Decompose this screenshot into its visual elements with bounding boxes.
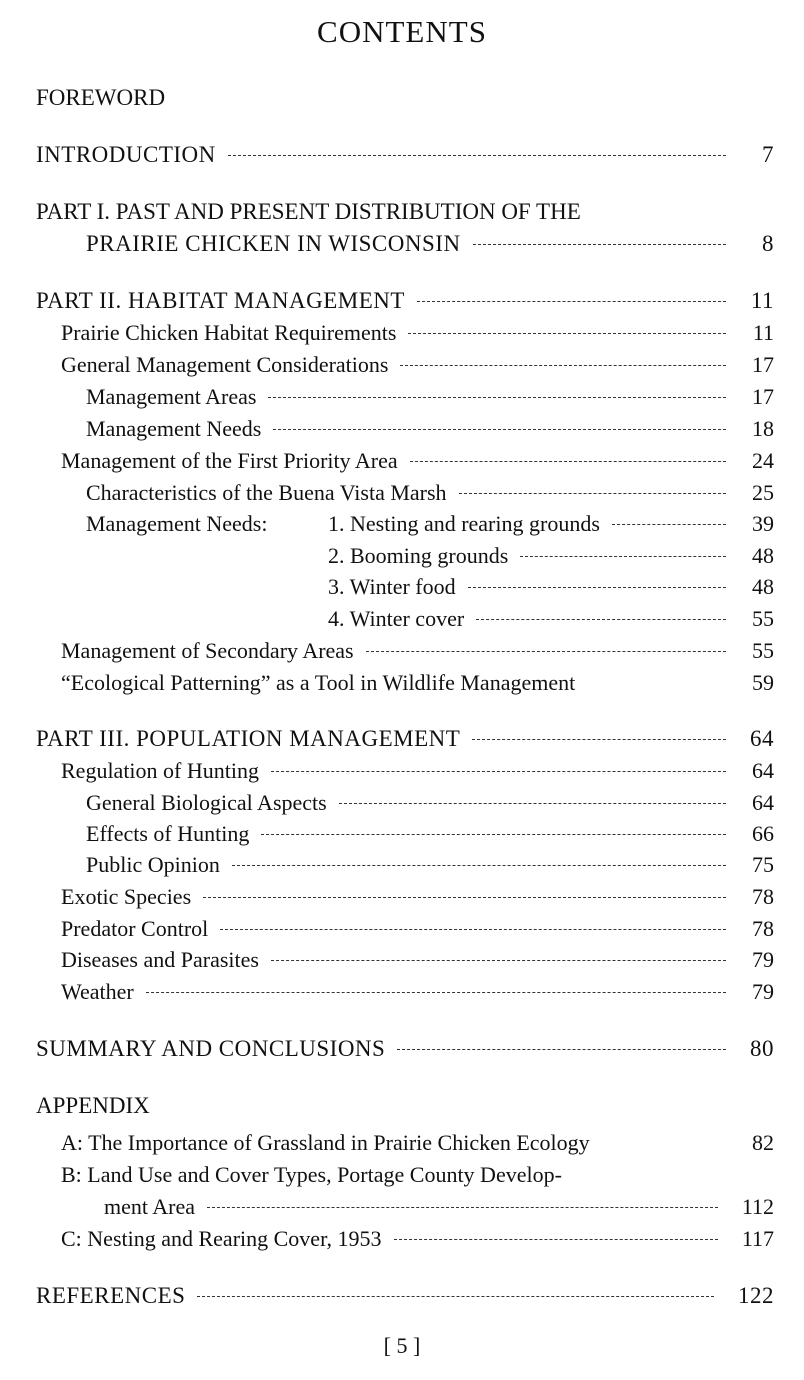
- toc-entry-label: REFERENCES: [36, 1283, 186, 1308]
- part1-heading-line1: PART I. PAST AND PRESENT DISTRIBUTION OF THE: [36, 199, 581, 224]
- toc-page-number: 17: [752, 352, 774, 377]
- toc-entry-booming-grounds[interactable]: [328, 542, 774, 570]
- dot-leader: [408, 333, 726, 334]
- page-title: CONTENTS: [317, 14, 487, 49]
- toc-entry-secondary-areas[interactable]: [61, 637, 774, 665]
- toc-entry-label: Exotic Species: [61, 884, 192, 909]
- toc-entry-weather[interactable]: [61, 978, 774, 1006]
- toc-entry-label: 2. Booming grounds: [328, 543, 509, 568]
- toc-page-number: 59: [752, 670, 774, 695]
- dot-leader: [520, 556, 726, 557]
- toc-page-number: 11: [750, 288, 774, 313]
- dot-leader: [271, 771, 726, 772]
- toc-page-number: 25: [752, 480, 774, 505]
- appendix-heading: APPENDIX: [36, 1093, 150, 1118]
- toc-entry-label: SUMMARY AND CONCLUSIONS: [36, 1036, 386, 1061]
- toc-entry-label: Effects of Hunting: [86, 821, 250, 846]
- toc-page-number: 78: [752, 916, 774, 941]
- toc-page-number: 55: [752, 638, 774, 663]
- toc-entry-winter-cover[interactable]: [328, 605, 774, 633]
- toc-entry-ecological-patterning[interactable]: [61, 669, 774, 697]
- dot-leader: [366, 651, 726, 652]
- toc-entry-effects-hunting[interactable]: [86, 820, 774, 848]
- toc-entry-label: C: Nesting and Rearing Cover, 1953: [61, 1226, 382, 1251]
- toc-entry-label: Characteristics of the Buena Vista Marsh: [86, 480, 447, 505]
- dot-leader: [261, 834, 726, 835]
- toc-entry-part3[interactable]: [36, 725, 774, 753]
- dot-leader: [473, 244, 726, 245]
- toc-entry-label: PRAIRIE CHICKEN IN WISCONSIN: [86, 231, 461, 256]
- dot-leader: [220, 929, 726, 930]
- dot-leader: [476, 619, 726, 620]
- dot-leader: [394, 1239, 718, 1240]
- dot-leader: [410, 461, 726, 462]
- toc-entry-label: 4. Winter cover: [328, 606, 465, 631]
- toc-entry-appendix-b[interactable]: [104, 1193, 774, 1221]
- toc-entry-references[interactable]: [36, 1282, 774, 1310]
- dot-leader: [612, 524, 726, 525]
- dot-leader: [146, 992, 726, 993]
- page-number: [ 5 ]: [383, 1333, 421, 1358]
- toc-entry-label: Management of Secondary Areas: [61, 638, 354, 663]
- dot-leader: [339, 803, 726, 804]
- toc-entry-biological-aspects[interactable]: [86, 789, 774, 817]
- toc-entry-management-needs[interactable]: [86, 415, 774, 443]
- toc-page-number: 117: [741, 1226, 774, 1251]
- dot-leader: [197, 1296, 714, 1297]
- toc-entry-exotic-species[interactable]: [61, 883, 774, 911]
- toc-page-number: 55: [752, 606, 774, 631]
- dot-leader: [397, 1049, 726, 1050]
- appendix-b-line1: B: Land Use and Cover Types, Portage County Develop-: [61, 1162, 562, 1187]
- toc-entry-label: Prairie Chicken Habitat Requirements: [61, 320, 397, 345]
- toc-page-number: 48: [752, 543, 774, 568]
- dot-leader: [400, 365, 726, 366]
- toc-page-number: 80: [750, 1036, 774, 1061]
- toc-page-number: 8: [762, 231, 774, 256]
- toc-entry-introduction[interactable]: [36, 141, 774, 169]
- toc-entry-label: PART III. POPULATION MANAGEMENT: [36, 726, 461, 751]
- toc-entry-buena-vista-marsh[interactable]: [86, 479, 774, 507]
- toc-page-number: 82: [752, 1130, 774, 1155]
- toc-page-number: 7: [762, 142, 774, 167]
- toc-entry-summary[interactable]: [36, 1035, 774, 1063]
- toc-page-number: 64: [750, 726, 774, 751]
- toc-entry-label: Management Areas: [86, 384, 257, 409]
- management-needs-label: Management Needs:: [86, 511, 268, 536]
- toc-entry-label: Diseases and Parasites: [61, 947, 259, 972]
- foreword-heading: FOREWORD: [36, 85, 166, 110]
- toc-entry-label: “Ecological Patterning” as a Tool in Wildlife Management: [61, 670, 576, 695]
- toc-entry-management-areas[interactable]: [86, 383, 774, 411]
- toc-entry-part2[interactable]: [36, 287, 774, 315]
- toc-entry-diseases-parasites[interactable]: [61, 946, 774, 974]
- toc-page-number: 11: [752, 320, 774, 345]
- dot-leader: [468, 587, 726, 588]
- toc-entry-general-management[interactable]: [61, 351, 774, 379]
- toc-entry-habitat-requirements[interactable]: [61, 319, 774, 347]
- toc-entry-label: Weather: [61, 979, 134, 1004]
- toc-entry-label: Regulation of Hunting: [61, 758, 259, 783]
- dot-leader: [207, 1207, 718, 1208]
- toc-entry-label: Management of the First Priority Area: [61, 448, 398, 473]
- toc-entry-predator-control[interactable]: [61, 915, 774, 943]
- toc-entry-label: Public Opinion: [86, 852, 220, 877]
- toc-page-number: 48: [752, 574, 774, 599]
- toc-entry-label: General Biological Aspects: [86, 790, 327, 815]
- toc-page-number: 79: [752, 947, 774, 972]
- toc-page-number: 18: [752, 416, 774, 441]
- toc-page-number: 64: [752, 790, 774, 815]
- toc-page-number: 66: [752, 821, 774, 846]
- dot-leader: [417, 301, 726, 302]
- toc-entry-label: ment Area: [104, 1194, 196, 1219]
- dot-leader: [459, 493, 726, 494]
- toc-entry-label: 3. Winter food: [328, 574, 456, 599]
- toc-entry-label: PART II. HABITAT MANAGEMENT: [36, 288, 405, 313]
- toc-page-number: 64: [752, 758, 774, 783]
- toc-page-number: 112: [741, 1194, 774, 1219]
- toc-page-number: 122: [738, 1283, 774, 1308]
- dot-leader: [232, 865, 726, 866]
- toc-page-number: 78: [752, 884, 774, 909]
- dot-leader: [268, 397, 726, 398]
- toc-entry-winter-food[interactable]: [328, 573, 774, 601]
- toc-entry-label: General Management Considerations: [61, 352, 389, 377]
- toc-page-number: 39: [752, 511, 774, 536]
- dot-leader: [203, 897, 726, 898]
- dot-leader: [273, 429, 726, 430]
- toc-entry-part1[interactable]: [86, 230, 774, 258]
- toc-page-number: 79: [752, 979, 774, 1004]
- toc-entry-public-opinion[interactable]: [86, 851, 774, 879]
- toc-entry-appendix-c[interactable]: [61, 1225, 774, 1253]
- toc-entry-label: 1. Nesting and rearing grounds: [328, 511, 600, 536]
- toc-entry-regulation-hunting[interactable]: [61, 757, 774, 785]
- toc-entry-label: INTRODUCTION: [36, 142, 216, 167]
- toc-entry-label: Management Needs: [86, 416, 262, 441]
- toc-page-number: 17: [752, 384, 774, 409]
- toc-page-number: 75: [752, 852, 774, 877]
- toc-entry-label: A: The Importance of Grassland in Prairie Chicken Ecology: [61, 1130, 590, 1155]
- dot-leader: [472, 739, 726, 740]
- toc-entry-nesting-rearing[interactable]: [328, 510, 774, 538]
- dot-leader: [228, 155, 726, 156]
- toc-page-number: 24: [752, 448, 774, 473]
- toc-entry-first-priority-area[interactable]: [61, 447, 774, 475]
- toc-entry-appendix-a[interactable]: [61, 1129, 774, 1157]
- toc-entry-label: Predator Control: [61, 916, 209, 941]
- dot-leader: [271, 960, 726, 961]
